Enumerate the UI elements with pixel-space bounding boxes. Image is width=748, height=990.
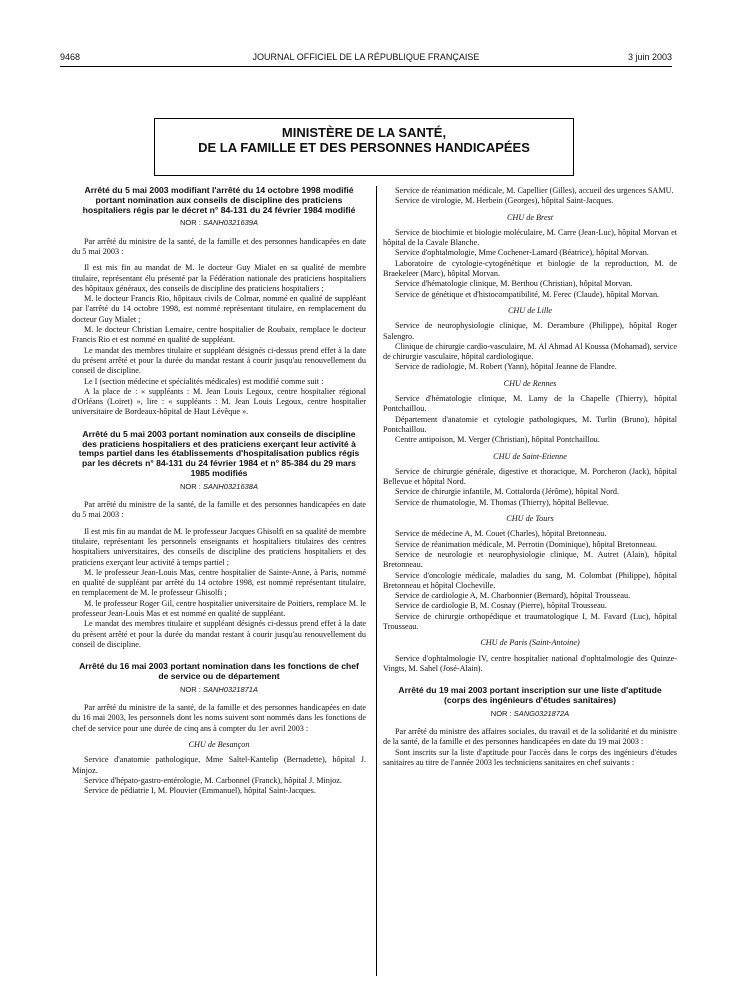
nor-reference [72,482,366,492]
appointment-entry: Service de chirurgie orthopédique et traumatologique I, M. Favard (Luc), hôpital Trousseau. [383,611,677,631]
nor-label: NOR : [490,708,512,718]
arrete-title: Arrêté du 5 mai 2003 modifiant l'arrêté du 14 octobre 1998 modifié portant nomination aux conseils de discipline des praticiens hospitaliers régis par le décret n° 84-131 du 24 février 1984 modifié [82,185,356,215]
appointment-entry: Service de génétique et d'histocompatibilité, M. Ferec (Claude), hôpital Morvan. [395,289,660,299]
appointment-entry: Service de virologie, M. Herbein (Georges), hôpital Saint-Jacques. [395,196,614,206]
appointment-entry: Service d'ophtalmologie, Mme Cochener-Lamard (Béatrice), hôpital Morvan. [395,248,649,258]
nor-code: SANH0321871A [202,684,258,694]
nor-code: SANH0321638A [202,481,258,491]
paragraph: Le I (section médecine et spécialités médicales) est modifié comme suit : [84,376,324,386]
appointment-entry: Service de neurophysiologie clinique, M. Derambure (Philippe), hôpital Roger Salengro. [383,321,677,341]
arrete-title: Arrêté du 19 mai 2003 portant inscription sur une liste d'aptitude (corps des ingénieurs d'études sanitaires) [398,685,662,705]
ministry-line-2: DE LA FAMILLE ET DES PERSONNES HANDICAPÉES [198,140,530,155]
nor-label: NOR : [180,481,201,491]
paragraph: Il est mis fin au mandat de M. le docteur Guy Mialet en sa qualité de membre titulaire, représentant élu présenté par la Fédération nationale des praticiens hospitaliers des hôpitaux généraux, des conseils de discipline des praticiens hospitaliers ; [72,263,366,293]
right-column [383,186,677,768]
appointment-entry: Service de réanimation médicale, M. Capellier (Gilles), accueil des urgences SAMU. [395,186,674,195]
appointment-entry: Service de biochimie et biologie moléculaire, M. Carre (Jean-Luc), hôpital Morvan et hôpital de la Cavale Blanche. [383,227,677,248]
nor-reference [72,218,366,228]
appointment-entry: Clinique de chirurgie cardio-vasculaire, M. Al Ahmad Al Koussa (Mohamad), service de chirurgie vasculaire, hôpital cardiologique. [383,341,677,362]
paragraph: M. le docteur Francis Rio, hôpitaux civils de Colmar, nommé en qualité de suppléant par l'arrêté du 14 octobre 1998, est nommé représentant titulaire, en remplacement du docteur Guy Mialet ; [72,294,366,324]
paragraph: Sont inscrits sur la liste d'aptitude pour l'accès dans le corps des ingénieurs d'études sanitaires au titre de l'année 2003 les techniciens sanitaires en chef suivants : [383,747,677,767]
appointment-entry: Service de chirurgie générale, digestive et thoracique, M. Porcheron (Jack), hôpital Bellevue et hôpital Nord. [383,466,677,487]
header-rule [60,66,672,67]
paragraph: Par arrêté du ministre de la santé, de la famille et des personnes handicapées en date du 16 mai 2003, les personnels dont les noms suivent sont nommés dans les fonctions de chef de service pour une durée de cinq ans à compter du 1er avril 2003 : [72,703,366,733]
ministry-box [154,118,574,176]
nor-code: SANG0321872A [513,708,570,718]
chu-heading: CHU de Saint-Etienne [493,451,567,461]
journal-title: JOURNAL OFFICIEL DE LA RÉPUBLIQUE FRANÇAISE [252,52,480,62]
nor-reference [383,709,677,719]
paragraph: M. le professeur Roger Gil, centre hospitalier universitaire de Poitiers, remplace M. le professeur Jean-Louis Mas et est nommé en qualité de suppléant. [72,598,366,618]
appointment-entry: Service d'ophtalmologie IV, centre hospitalier national d'ophtalmologie des Quinze-Vingts, M. Sahel (José-Alain). [383,653,677,673]
paragraph: M. le professeur Jean-Louis Mas, centre hospitalier de Sainte-Anne, à Paris, nommé en qualité de suppléant par arrêté du 14 octobre 1998, est nommé représentant titulaire, en remplacement de M. le professeur Ghisolfi ; [72,567,366,598]
appointment-entry: Service de rhumatologie, M. Thomas (Thierry), hôpital Bellevue. [395,497,609,507]
nor-reference [72,685,366,695]
appointment-entry: Service d'hématologie clinique, M. Berthou (Christian), hôpital Morvan. [395,279,633,289]
appointment-entry: Laboratoire de cytologie-cytogénétique et biologie de la reproduction, M. de Braekeleer (Marc), hôpital Morvan. [383,258,677,279]
publication-date: 3 juin 2003 [627,52,672,62]
paragraph: Par arrêté du ministre de la santé, de la famille et des personnes handicapées en date du 5 mai 2003 : [72,236,366,256]
ministry-line-1: MINISTÈRE DE LA SANTÉ, [281,125,447,140]
appointment-entry: Centre antipoison, M. Verger (Christian), hôpital Pontchaillou. [395,435,600,445]
appointment-entry: Service de radiologie, M. Robert (Yann), hôpital Jeanne de Flandre. [395,362,617,372]
appointment-entry: Service de réanimation médicale, M. Perrotin (Dominique), hôpital Bretonneau. [395,539,657,549]
appointment-entry: Département d'anatomie et cytologie pathologiques, M. Turlin (Bruno), hôpital Pontchaillou. [383,414,677,434]
nor-label: NOR : [180,684,201,694]
paragraph: Par arrêté du ministre de la santé, de la famille et des personnes handicapées en date du 5 mai 2003 : [72,500,366,520]
appointment-entry: Service de cardiologie A, M. Charbonnier (Bernard), hôpital Trousseau. [395,591,631,601]
nor-label: NOR : [180,218,201,228]
appointment-entry: Service de pédiatrie I, M. Plouvier (Emmanuel), hôpital Saint-Jacques. [84,786,316,796]
chu-heading: CHU de Besançon [188,739,250,749]
paragraph: M. le docteur Christian Lemaire, centre hospitalier de Roubaix, remplace le docteur Francis Rio et est nommé en qualité de suppléant. [72,325,366,345]
paragraph: Il est mis fin au mandat de M. le professeur Jacques Ghisolfi en sa qualité de membre titulaire, représentant les personnels enseignants et hospitaliers titulaires des centres hospitaliers universitaires, des conseils de discipline des praticiens hospitaliers et des praticiens exerçant leur activité à temps partiel ; [72,526,366,567]
paragraph: Le mandat des membres titulaire et suppléant désignés ci-dessus prend effet à la date du présent arrêté et pour la durée du mandat restant à courir jusqu'au renouvellement du conseil de discipline. [72,345,366,376]
appointment-entry: Service de cardiologie B, M. Cosnay (Pierre), hôpital Trousseau. [395,601,607,611]
column-divider [376,186,377,976]
appointment-entry: Service de neurologie et neurophysiologie clinique, M. Autret (Alain), hôpital Bretonneau. [383,549,677,570]
appointment-entry: Service d'hématologie clinique, M. Lamy de la Chapelle (Thierry), hôpital Pontchaillou. [383,394,677,414]
appointment-entry: Service d'oncologie médicale, maladies du sang, M. Colombat (Philippe), hôpital Bretonneau et hôpital Clocheville. [383,570,677,590]
left-column [72,186,366,796]
arrete-title: Arrêté du 16 mai 2003 portant nomination dans les fonctions de chef de service ou de département [79,661,359,681]
chu-heading: CHU de Tours [506,514,554,524]
appointment-entry: Service d'anatomie pathologique, Mme Saltel-Kantelip (Bernadette), hôpital J. Minjoz. [72,755,366,775]
chu-heading: CHU de Lille [507,305,553,315]
chu-heading: CHU de Brest [506,212,554,222]
arrete-title: Arrêté du 5 mai 2003 portant nomination aux conseils de discipline des praticiens hospitaliers et des praticiens exerçant leur activité à temps partiel dans les établissements d'hospitalisation publics régis par les décrets n° 84-131 du 24 février 1984 et n° 85-384 du 29 mars 1985 modifiés [78,428,360,478]
chu-heading: CHU de Rennes [503,378,557,388]
appointment-entry: Service d'hépato-gastro-entérologie, M. Carbonnel (Franck), hôpital J. Minjoz. [84,775,342,785]
appointment-entry: Service de médecine A, M. Couet (Charles), hôpital Bretonneau. [395,529,607,539]
chu-heading: CHU de Paris (Saint-Antoine) [480,638,580,648]
appointment-entry: Service de chirurgie infantile, M. Cottalorda (Jérôme), hôpital Nord. [395,487,620,497]
paragraph: Le mandat des membres titulaire et suppléant désignés ci-dessus prend effet à la date du présent arrêté et pour la durée du mandat restant à courir jusqu'au renouvellement du conseil de discipline. [72,619,366,649]
paragraph: A la place de : « suppléants : M. Jean Louis Legoux, centre hospitalier régional d'Orléans (Loiret) », lire : « suppléants : M. Jean Louis Legoux, centre hospitalier universitaire de Bordeaux-hôpital de Haut Lévêque ». [72,386,366,417]
nor-code: SANH0321639A [202,218,258,228]
paragraph: Par arrêté du ministre des affaires sociales, du travail et de la solidarité et du ministre de la santé, de la famille et des personnes handicapées en date du 19 mai 2003 : [383,727,677,747]
running-header [60,52,672,64]
page-number: 9468 [60,52,81,62]
